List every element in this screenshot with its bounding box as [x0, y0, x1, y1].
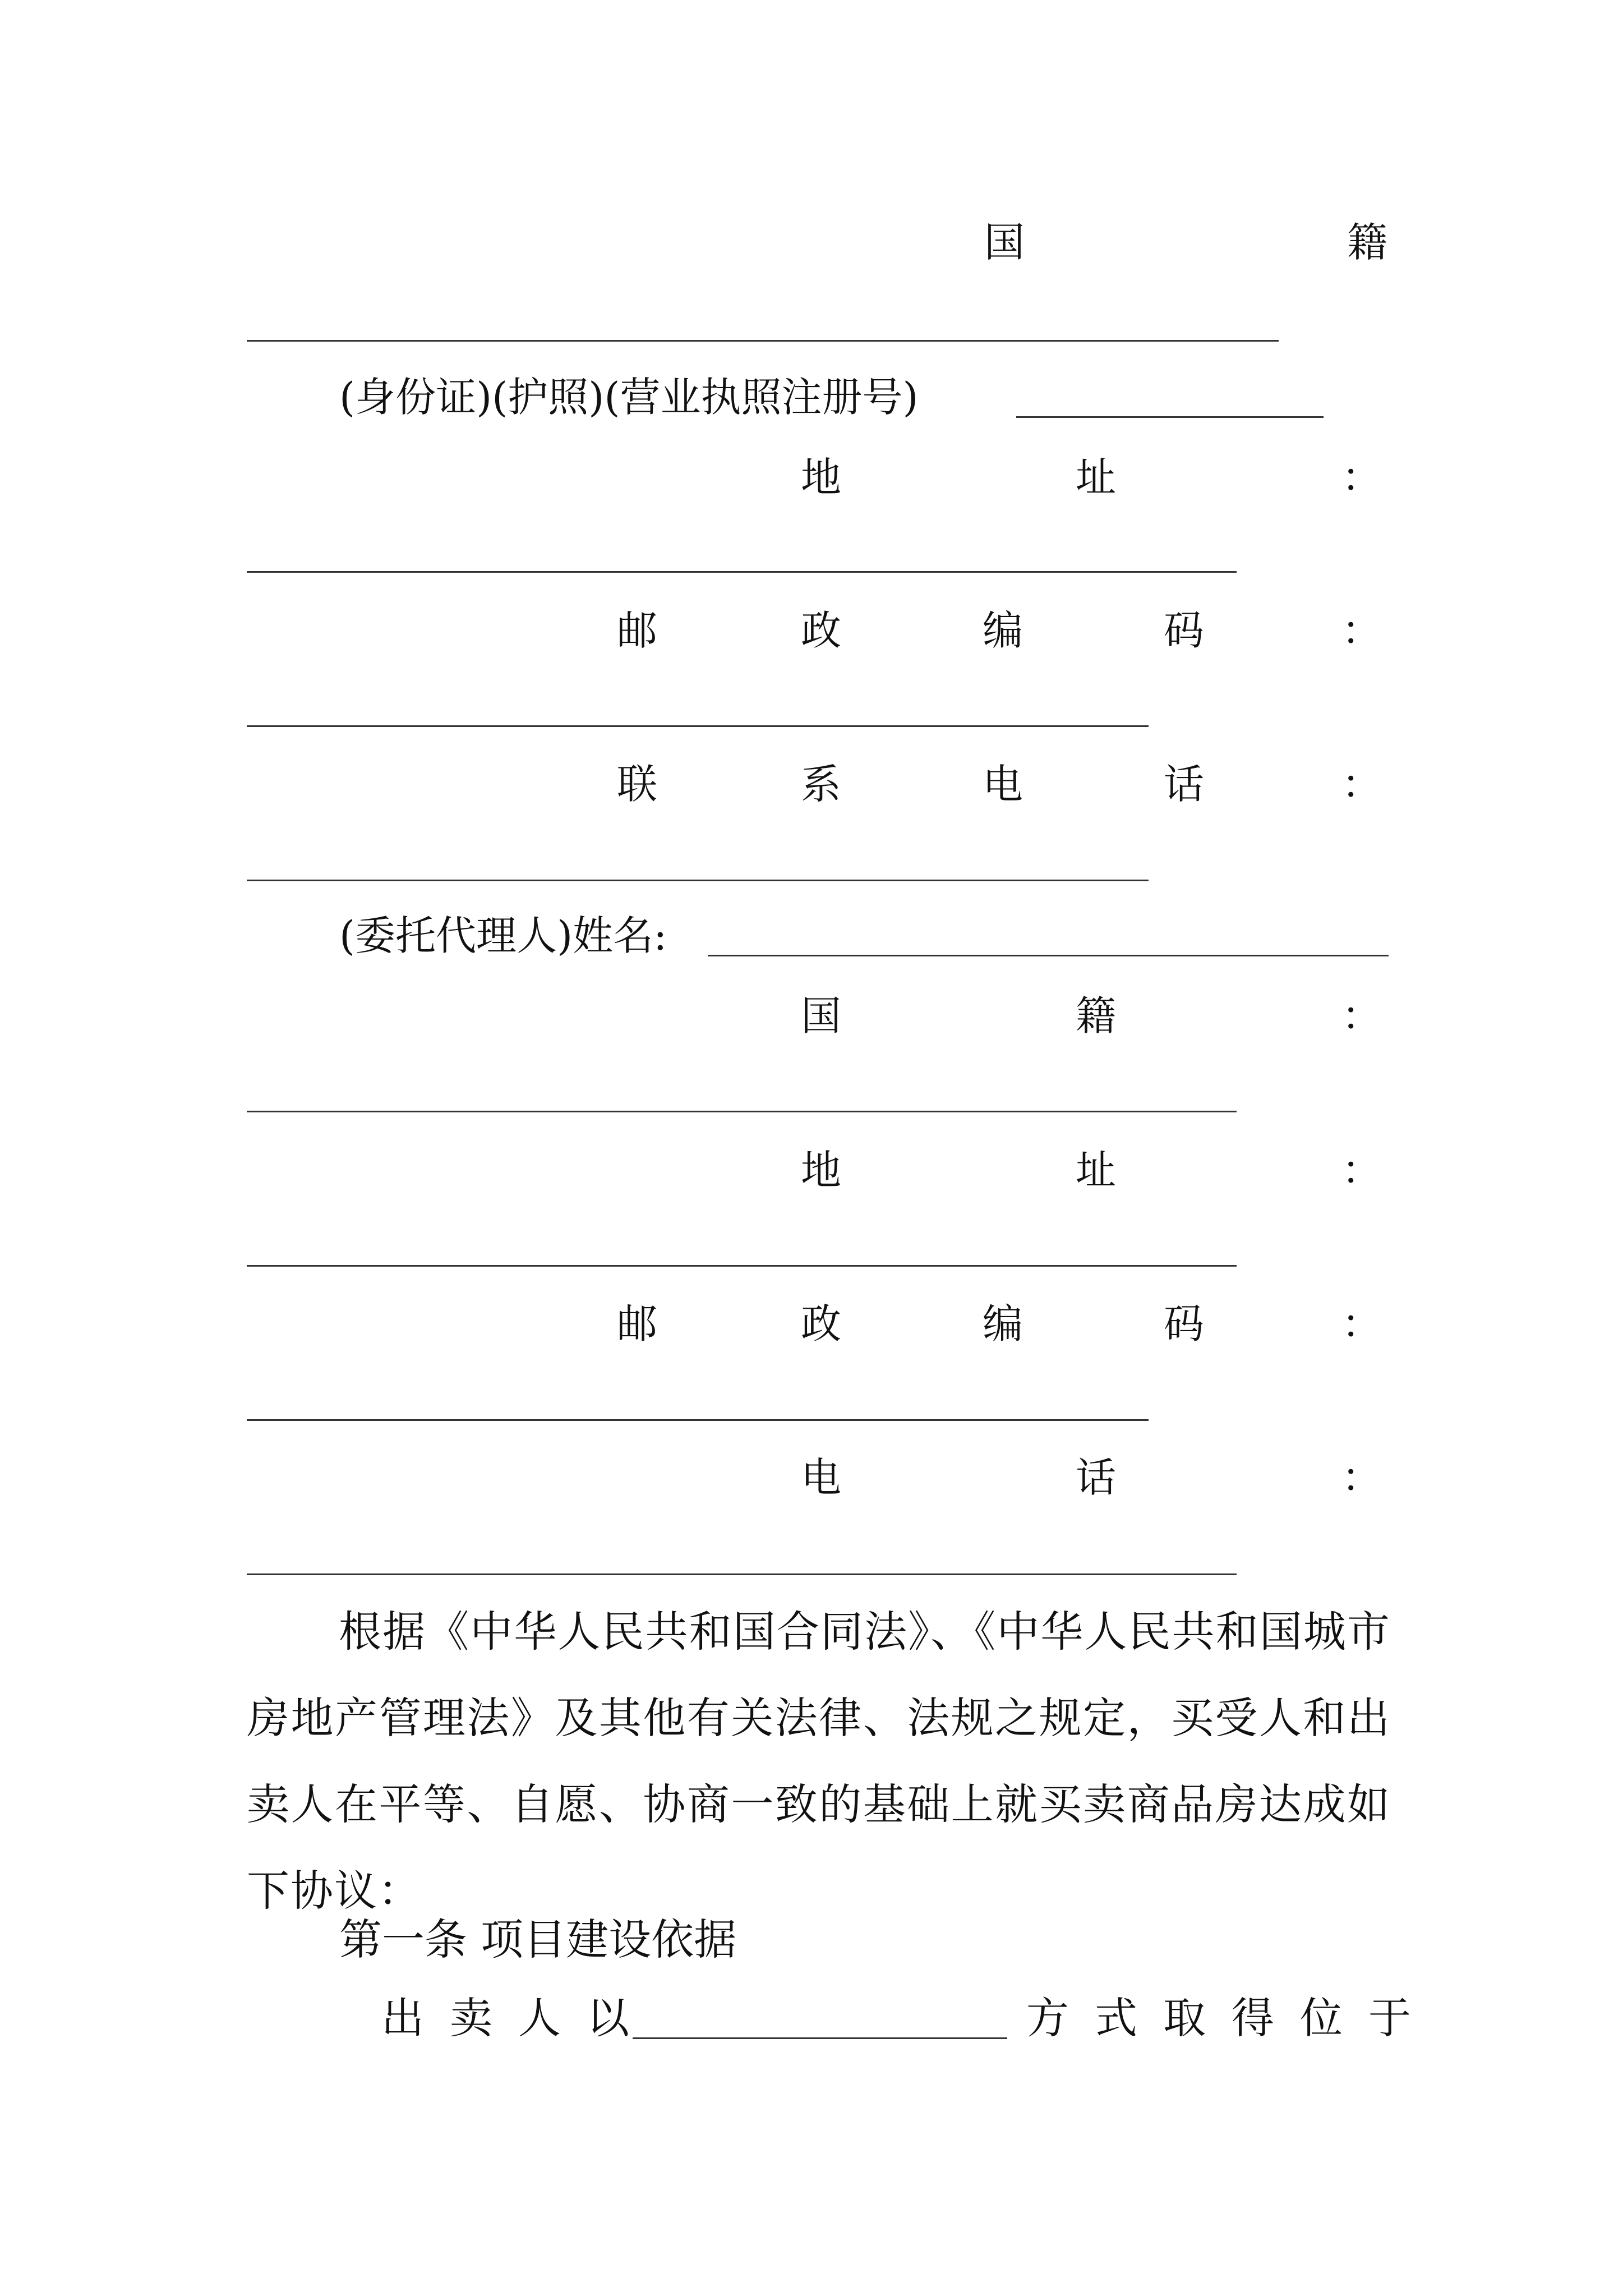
agent-name-label: (委托代理人)姓名: [339, 912, 667, 959]
seller-postal-colon: ： [1341, 607, 1382, 654]
agent-address-label-2: 址 [1076, 1147, 1117, 1194]
agent-nationality-colon: ： [1341, 992, 1382, 1039]
preamble-paragraph: 根据《中华人民共和国合同法》、《中华人民共和国城市房地产管理法》及其他有关法律、法规之规定，买受人和出卖人在平等、自愿、协商一致的基础上就买卖商品房达成如下协议： [247, 1607, 1391, 1916]
seller-postal-label-3: 编 [983, 607, 1023, 654]
seller-postal-label-1: 邮 [617, 607, 658, 654]
agent-phone-blank[interactable] [247, 1573, 1237, 1575]
agent-postal-colon: ： [1341, 1300, 1382, 1347]
seller-postal-blank[interactable] [247, 725, 1149, 727]
agent-postal-label-2: 政 [801, 1300, 842, 1347]
agent-name-blank[interactable] [708, 955, 1389, 956]
agent-nationality-blank[interactable] [247, 1111, 1237, 1112]
agent-postal-blank[interactable] [247, 1419, 1149, 1421]
seller-postal-label-4: 码 [1164, 607, 1205, 654]
article-1-text-start: 出卖人以 [381, 1993, 655, 2043]
seller-nationality-label-2: 籍 [1347, 219, 1388, 266]
seller-address-label-1: 地 [801, 454, 842, 501]
seller-address-colon: ： [1341, 454, 1382, 501]
seller-phone-label-3: 电 [983, 761, 1023, 808]
article-1-method-blank[interactable] [633, 2037, 1007, 2039]
seller-address-label-2: 址 [1076, 454, 1117, 501]
seller-address-blank[interactable] [247, 571, 1237, 573]
agent-phone-label-1: 电 [801, 1454, 842, 1501]
seller-nationality-blank[interactable] [247, 340, 1279, 342]
agent-address-colon: ： [1341, 1147, 1382, 1194]
seller-id-blank[interactable] [1016, 416, 1324, 418]
seller-phone-label-1: 联 [617, 761, 658, 808]
seller-postal-label-2: 政 [801, 607, 842, 654]
agent-nationality-label-2: 籍 [1076, 992, 1117, 1039]
agent-phone-label-2: 话 [1076, 1454, 1117, 1501]
agent-postal-label-1: 邮 [617, 1300, 658, 1347]
seller-phone-colon: ： [1341, 761, 1382, 808]
agent-postal-label-3: 编 [983, 1300, 1023, 1347]
seller-phone-label-4: 话 [1164, 761, 1205, 808]
agent-postal-label-4: 码 [1164, 1300, 1205, 1347]
agent-address-blank[interactable] [247, 1265, 1237, 1267]
agent-phone-colon: ： [1341, 1454, 1382, 1501]
seller-phone-blank[interactable] [247, 880, 1149, 881]
article-1-text-continue: 方式取得位于 [1026, 1993, 1437, 2043]
seller-phone-label-2: 系 [801, 761, 842, 808]
seller-id-label: (身份证)(护照)(营业执照注册号) [339, 374, 919, 421]
seller-nationality-label-1: 国 [984, 219, 1025, 266]
agent-nationality-label-1: 国 [801, 992, 842, 1039]
agent-address-label-1: 地 [801, 1147, 842, 1194]
article-1-title: 第一条 项目建设依据 [339, 1915, 737, 1964]
